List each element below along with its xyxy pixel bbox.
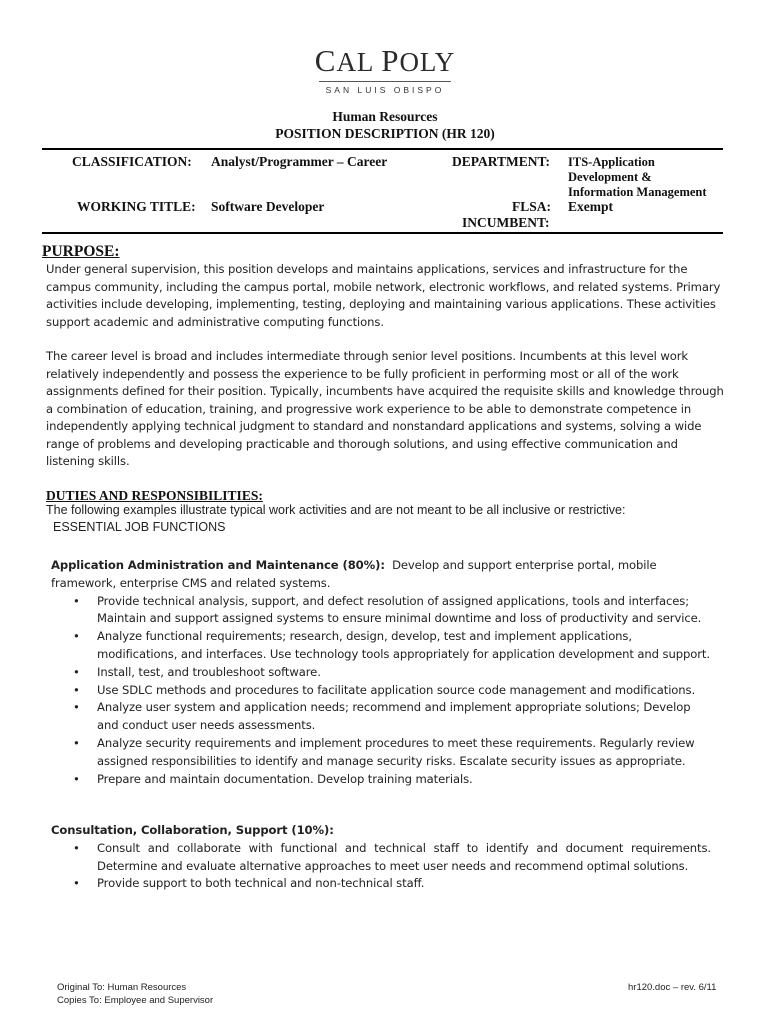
department-heading: Human Resources <box>332 109 438 124</box>
department-value: ITS-Application Development & Information Management <box>568 155 707 199</box>
list-item: • Consult and collaborate with functional and technical staff to identify and document requirements. Determine and evaluate alternative approaches to meet user needs and recommend optimal solutions. <box>73 840 711 873</box>
bullet-icon: • <box>73 629 80 644</box>
list-item: • Use SDLC methods and procedures to facilitate application source code management and modifications. <box>51 682 711 700</box>
bullet-icon: • <box>73 682 80 697</box>
purpose-paragraph-2: The career level is broad and includes intermediate through senior level positions. Incumbents at this level work relatively independently and possess the experience to be fully proficient in performing most or all of the work assignments defined for their position. Typically, incumbents have acquired the requisite skills and knowledge through a combination of education, training, and progressive work experience to be able to demonstrate competence in independently applying technical judgment to standard and nonstandard applications and systems, solving a wide range of problems and developing practicable and thorough solutions, and using effective communication and listening skills. <box>46 349 724 468</box>
footer-distribution <box>57 982 213 1007</box>
classification-label: CLASSIFICATION: <box>72 154 192 169</box>
app-admin-description: Develop and support enterprise portal, mobile framework, enterprise CMS and related systems. <box>51 558 657 590</box>
department-label: DEPARTMENT: <box>452 154 551 169</box>
list-item: • Analyze security requirements and implement procedures to meet these requirements. Regularly review assigned responsibilities to identify and manage security risks. Escalate security issues as appropriate. <box>73 735 695 768</box>
flsa-label: FLSA: <box>512 199 552 214</box>
duties-intro: The following examples illustrate typical work activities and are not meant to be all inclusive or restrictive: <box>46 503 626 517</box>
bullet-icon: • <box>73 840 80 855</box>
essential-functions-heading: ESSENTIAL JOB FUNCTIONS <box>53 520 226 534</box>
footer-original-to: Original To: Human Resources <box>57 982 187 993</box>
list-item: • Analyze functional requirements; research, design, develop, test and implement applications, modifications, and interfaces. Use technology tools appropriately for application development and support. <box>73 629 710 661</box>
consultation-heading: Consultation, Collaboration, Support (10%): <box>51 823 334 837</box>
bullet-icon: • <box>73 700 80 715</box>
incumbent-label: INCUMBENT: <box>462 215 550 230</box>
list-item: • Provide technical analysis, support, and defect resolution of assigned applications, tools and interfaces; Maintain and support assigned systems to ensure minimal downtime and loss of productivity and service. <box>73 593 702 626</box>
bullet-icon: • <box>73 735 80 750</box>
bullet-icon: • <box>73 593 80 608</box>
footer-revision: hr120.doc – rev. 6/11 <box>628 982 717 993</box>
app-admin-heading: Application Administration and Maintenance (80%): <box>51 558 385 572</box>
header-rule-top <box>42 148 723 150</box>
document-title: POSITION DESCRIPTION (HR 120) <box>275 126 495 141</box>
footer-copies-to: Copies To: Employee and Supervisor <box>57 994 214 1006</box>
app-admin-section <box>51 557 711 788</box>
consultation-list <box>51 840 711 893</box>
purpose-heading: PURPOSE: <box>42 243 120 260</box>
flsa-value: Exempt <box>568 199 613 214</box>
cal-poly-logo <box>0 43 770 95</box>
app-admin-list <box>51 593 711 789</box>
list-item: • Analyze user system and application needs; recommend and implement appropriate solutions; Develop and conduct user needs assessments. <box>73 700 691 733</box>
working-title-label: WORKING TITLE: <box>77 199 196 214</box>
header-rule-bottom <box>42 232 723 234</box>
bullet-icon: • <box>73 771 80 786</box>
logo-wordmark: CAL POLY <box>314 43 456 78</box>
bullet-icon: • <box>73 664 80 679</box>
list-item: • Install, test, and troubleshoot software. <box>51 664 711 682</box>
duties-heading: DUTIES AND RESPONSIBILITIES: <box>46 488 263 503</box>
list-item: • Prepare and maintain documentation. Develop training materials. <box>51 771 711 789</box>
bullet-icon: • <box>73 876 80 891</box>
working-title-value: Software Developer <box>211 199 325 214</box>
logo-subtitle: SAN LUIS OBISPO <box>325 85 445 95</box>
app-admin-intro <box>51 557 711 593</box>
purpose-paragraph-1: Under general supervision, this position develops and maintains applications, services and infrastructure for the campus community, including the campus portal, mobile network, electronic workflows, and related systems. Primary activities include developing, implementing, testing, deploying and maintaining various applications. These activities support academic and administrative computing functions. <box>46 262 721 329</box>
consultation-section <box>51 822 711 893</box>
logo-divider <box>319 81 451 82</box>
list-item: • Provide support to both technical and non-technical staff. <box>51 875 711 893</box>
classification-value: Analyst/Programmer – Career <box>211 154 388 169</box>
